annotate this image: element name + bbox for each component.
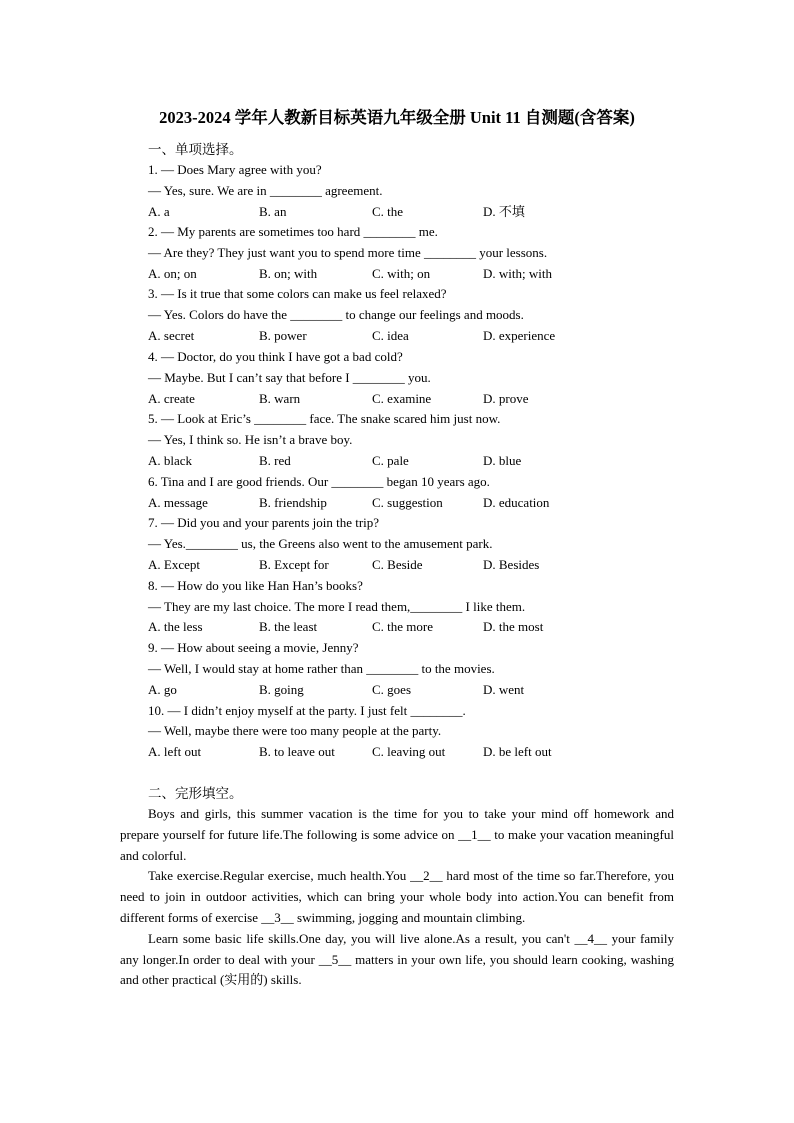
option-b: B. red [259, 453, 291, 468]
question-9-stem: 9. — How about seeing a movie, Jenny? [148, 640, 359, 655]
option-d: D. went [483, 682, 525, 697]
question-2-options [148, 264, 668, 284]
option-b: B. Except for [259, 557, 329, 572]
option-c: C. with; on [372, 266, 431, 281]
question-7-options [148, 555, 668, 575]
question-3-stem: 3. — Is it true that some colors can make us feel relaxed? [148, 286, 447, 301]
option-a: A. go [148, 682, 177, 697]
cloze-passage [120, 804, 674, 991]
option-c: C. goes [372, 682, 411, 697]
option-a: A. Except [148, 557, 200, 572]
option-c: C. idea [372, 328, 409, 343]
option-d: D. education [483, 495, 550, 510]
option-a: A. left out [148, 744, 202, 759]
question-9-reply: — Well, I would stay at home rather than ________ to the movies. [148, 661, 495, 676]
question-8-reply: — They are my last choice. The more I read them,________ I like them. [148, 599, 526, 614]
question-5-options [148, 451, 668, 471]
option-b: B. the least [259, 619, 318, 634]
question-3-options [148, 326, 668, 346]
option-b: B. an [259, 204, 287, 219]
question-10-stem: 10. — I didn’t enjoy myself at the party. I just felt ________. [148, 703, 466, 718]
question-6-stem: 6. Tina and I are good friends. Our ________ began 10 years ago. [148, 474, 490, 489]
section-heading-cloze: 二、完形填空。 [148, 786, 243, 801]
option-b: B. warn [259, 391, 301, 406]
question-10-reply: — Well, maybe there were too many people at the party. [148, 723, 442, 738]
question-1-stem: 1. — Does Mary agree with you? [148, 162, 322, 177]
question-8-options [148, 617, 668, 637]
option-b: B. going [259, 682, 304, 697]
option-c: C. pale [372, 453, 409, 468]
question-4-options [148, 389, 668, 409]
option-c: C. examine [372, 391, 432, 406]
option-d: D. the most [483, 619, 544, 634]
option-c: C. suggestion [372, 495, 443, 510]
passage-paragraph-2: Take exercise.Regular exercise, much health.You __2__ hard most of the time so far.Therefore, you need to join in outdoor activities, which can bring your whole body into action.You can benefit from different forms of exercise __3__ swimming, jogging and mountain climbing. [120, 868, 674, 925]
option-a: A. message [148, 495, 208, 510]
question-8-stem: 8. — How do you like Han Han’s books? [148, 578, 363, 593]
option-d: D. experience [483, 328, 556, 343]
option-a: A. the less [148, 619, 203, 634]
question-4-stem: 4. — Doctor, do you think I have got a bad cold? [148, 349, 403, 364]
option-d: D. 不填 [483, 204, 525, 219]
question-7-reply: — Yes.________ us, the Greens also went to the amusement park. [148, 536, 493, 551]
option-a: A. a [148, 204, 170, 219]
question-2-reply: — Are they? They just want you to spend more time ________ your lessons. [148, 245, 548, 260]
passage-paragraph-1: Boys and girls, this summer vacation is the time for you to take your mind off homework and prepare yourself for future life.The following is some advice on __1__ to make your vacation meaningful and colorful. [120, 806, 674, 863]
option-c: C. leaving out [372, 744, 446, 759]
option-a: A. on; on [148, 266, 197, 281]
option-a: A. create [148, 391, 195, 406]
option-d: D. Besides [483, 557, 540, 572]
passage-paragraph-3: Learn some basic life skills.One day, you will live alone.As a result, you can't __4__ your family any longer.In order to deal with your __5__ matters in your own life, you should learn cooking, washing and other practical (实用的) skills. [120, 930, 674, 988]
question-10-options [148, 742, 668, 762]
page-title: 2023-2024 学年人教新目标英语九年级全册 Unit 11 自测题(含答案) [159, 108, 635, 127]
question-2-stem: 2. — My parents are sometimes too hard ________ me. [148, 224, 438, 239]
option-b: B. to leave out [259, 744, 335, 759]
question-9-options [148, 680, 668, 700]
question-6-options [148, 493, 668, 513]
question-1-reply: — Yes, sure. We are in ________ agreement. [148, 183, 383, 198]
option-c: C. the more [372, 619, 434, 634]
option-c: C. Beside [372, 557, 423, 572]
option-d: D. prove [483, 391, 529, 406]
option-b: B. friendship [259, 495, 327, 510]
option-b: B. on; with [259, 266, 318, 281]
question-1-options [148, 202, 668, 222]
option-a: A. black [148, 453, 193, 468]
option-b: B. power [259, 328, 307, 343]
question-5-stem: 5. — Look at Eric’s ________ face. The snake scared him just now. [148, 411, 501, 426]
question-4-reply: — Maybe. But I can’t say that before I ________ you. [148, 370, 431, 385]
question-7-stem: 7. — Did you and your parents join the trip? [148, 515, 380, 530]
option-c: C. the [372, 204, 404, 219]
option-d: D. blue [483, 453, 522, 468]
question-3-reply: — Yes. Colors do have the ________ to change our feelings and moods. [148, 307, 524, 322]
option-d: D. be left out [483, 744, 552, 759]
question-5-reply: — Yes, I think so. He isn’t a brave boy. [148, 432, 353, 447]
option-d: D. with; with [483, 266, 552, 281]
section-heading-single-choice: 一、单项选择。 [148, 142, 243, 157]
option-a: A. secret [148, 328, 195, 343]
